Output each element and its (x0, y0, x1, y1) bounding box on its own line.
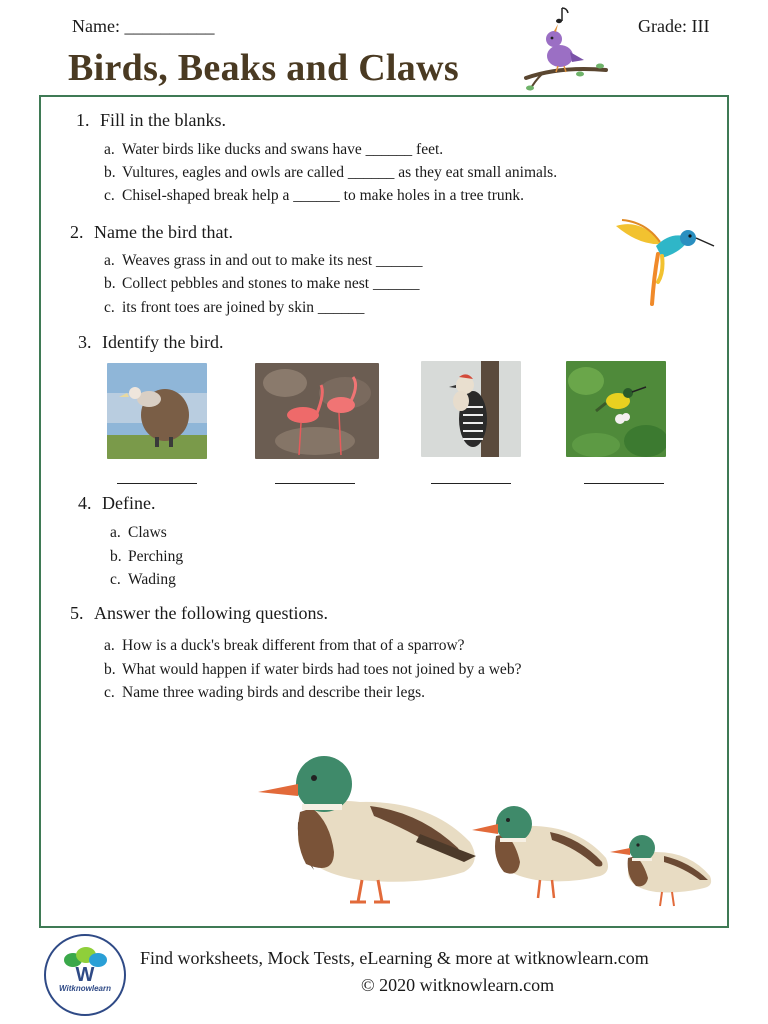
item-text: Vultures, eagles and owls are called ______ as they eat small animals. (122, 164, 558, 181)
item-text: Chisel-shaped break help a ______ to make holes in a tree trunk. (122, 187, 525, 204)
question-number: 5. (70, 603, 84, 623)
question-1 (76, 110, 226, 131)
item-letter: c. (104, 299, 115, 316)
sunbird-photo (566, 361, 666, 457)
list-item (104, 637, 465, 655)
list-item (104, 661, 521, 679)
question-number: 3. (78, 332, 92, 352)
item-letter: a. (104, 252, 115, 269)
item-text: Name three wading birds and describe their legs. (122, 684, 426, 701)
item-letter: a. (110, 524, 121, 541)
witknowlearn-logo[interactable] (44, 934, 126, 1016)
question-3 (78, 332, 223, 353)
item-text: Perching (128, 548, 184, 565)
ducks-illustration (250, 752, 725, 912)
question-number: 1. (76, 110, 90, 130)
logo-tree-icon (46, 936, 124, 1014)
hummingbird-illustration (612, 216, 716, 308)
list-item (110, 524, 167, 542)
list-item (104, 252, 423, 270)
name-label: Name: __________ (72, 16, 215, 36)
item-text: Wading (128, 571, 176, 588)
item-text: Water birds like ducks and swans have ______ feet. (122, 141, 444, 158)
item-letter: a. (104, 637, 115, 654)
footer-promo[interactable]: Find worksheets, Mock Tests, eLearning & more at witknowlearn.com (140, 948, 649, 968)
question-text: Define. (102, 493, 156, 513)
item-letter: c. (104, 684, 115, 701)
perched-bird-illustration (520, 2, 612, 94)
list-item (104, 164, 557, 182)
woodpecker-photo (421, 361, 521, 457)
question-number: 4. (78, 493, 92, 513)
answer-line[interactable] (117, 483, 197, 484)
answer-line[interactable] (275, 483, 355, 484)
item-text: How is a duck's break different from that of a sparrow? (122, 637, 465, 654)
item-letter: b. (104, 661, 116, 678)
list-item (104, 141, 443, 159)
question-text: Identify the bird. (102, 332, 224, 352)
item-text: Weaves grass in and out to make its nest ______ (122, 252, 423, 269)
question-text: Fill in the blanks. (100, 110, 226, 130)
item-letter: c. (104, 187, 115, 204)
item-letter: b. (104, 275, 116, 292)
item-text: What would happen if water birds had toes not joined by a web? (122, 661, 522, 678)
item-text: its front toes are joined by skin ______ (122, 299, 365, 316)
footer-copyright: © 2020 witknowlearn.com (361, 975, 555, 995)
question-5 (70, 603, 328, 624)
grade-label: Grade: III (638, 16, 710, 36)
question-2 (70, 222, 233, 243)
question-text: Name the bird that. (94, 222, 233, 242)
question-4 (78, 493, 155, 514)
item-text: Claws (128, 524, 167, 541)
item-letter: a. (104, 141, 115, 158)
duck-medium (472, 806, 608, 898)
page-title: Birds, Beaks and Claws (68, 47, 459, 89)
answer-line[interactable] (431, 483, 511, 484)
logo-text: Witknowlearn (59, 984, 111, 993)
question-number: 2. (70, 222, 84, 242)
item-letter: b. (110, 548, 122, 565)
duck-small (610, 835, 711, 906)
svg-text:W: W (75, 964, 95, 986)
vulture-photo (107, 363, 207, 459)
list-item (110, 548, 183, 566)
question-text: Answer the following questions. (94, 603, 328, 623)
item-letter: c. (110, 571, 121, 588)
item-text: Collect pebbles and stones to make nest ______ (122, 275, 420, 292)
list-item (110, 571, 176, 589)
music-note-icon (556, 8, 568, 23)
list-item (104, 275, 419, 293)
flamingo-photo (255, 363, 379, 459)
item-letter: b. (104, 164, 116, 181)
list-item (104, 187, 524, 205)
list-item (104, 684, 425, 702)
answer-line[interactable] (584, 483, 664, 484)
list-item (104, 299, 364, 317)
duck-large (258, 756, 476, 902)
